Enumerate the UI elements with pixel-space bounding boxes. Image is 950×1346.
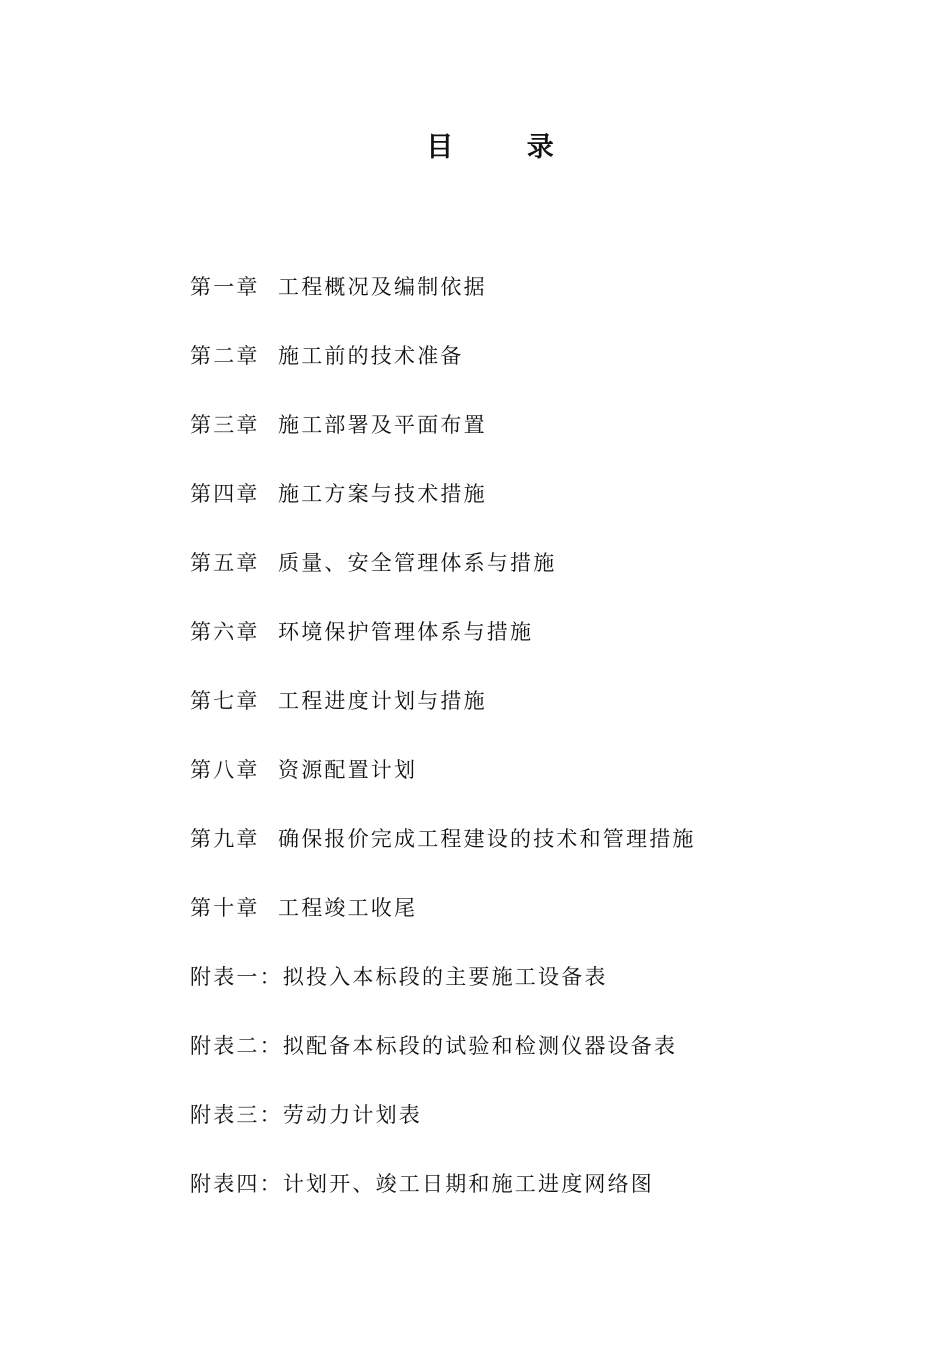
toc-appendix-3: [190, 1098, 890, 1167]
chapter-title: 施工方案与技术措施: [278, 482, 487, 506]
toc-chapter-10: [190, 891, 890, 960]
toc-appendix-4: [190, 1167, 890, 1236]
table-of-contents: [190, 270, 890, 1236]
chapter-number: 第十章: [190, 896, 260, 920]
appendix-title: 劳动力计划表: [282, 1103, 423, 1127]
appendix-title: 计划开、竣工日期和施工进度网络图: [282, 1172, 655, 1196]
toc-chapter-9: [190, 822, 890, 891]
toc-chapter-4: [190, 477, 890, 546]
chapter-number: 第九章: [190, 827, 260, 851]
toc-appendix-1: [190, 960, 890, 1029]
chapter-number: 第七章: [190, 689, 260, 713]
chapter-number: 第六章: [190, 620, 260, 644]
appendix-number: 附表三：: [190, 1103, 283, 1127]
toc-chapter-7: [190, 684, 890, 753]
chapter-number: 第二章: [190, 344, 260, 368]
chapter-title: 资源配置计划: [278, 758, 418, 782]
chapter-number: 第四章: [190, 482, 260, 506]
toc-chapter-2: [190, 339, 890, 408]
chapter-title: 工程概况及编制依据: [278, 275, 487, 299]
page-title: 目 录: [426, 132, 586, 163]
toc-chapter-6: [190, 615, 890, 684]
chapter-number: 第一章: [190, 275, 260, 299]
chapter-title: 确保报价完成工程建设的技术和管理措施: [278, 827, 696, 851]
toc-chapter-1: [190, 270, 890, 339]
chapter-number: 第八章: [190, 758, 260, 782]
chapter-number: 第五章: [190, 551, 260, 575]
toc-appendix-2: [190, 1029, 890, 1098]
toc-chapter-3: [190, 408, 890, 477]
chapter-title: 施工前的技术准备: [278, 344, 464, 368]
chapter-title: 质量、安全管理体系与措施: [278, 551, 557, 575]
appendix-title: 拟配备本标段的试验和检测仪器设备表: [282, 1034, 678, 1058]
chapter-title: 施工部署及平面布置: [278, 413, 487, 437]
toc-chapter-8: [190, 753, 890, 822]
appendix-number: 附表二：: [190, 1034, 283, 1058]
chapter-title: 工程竣工收尾: [278, 896, 418, 920]
appendix-title: 拟投入本标段的主要施工设备表: [282, 965, 608, 989]
appendix-number: 附表四：: [190, 1172, 283, 1196]
toc-chapter-5: [190, 546, 890, 615]
appendix-number: 附表一：: [190, 965, 283, 989]
chapter-title: 环境保护管理体系与措施: [278, 620, 534, 644]
chapter-number: 第三章: [190, 413, 260, 437]
chapter-title: 工程进度计划与措施: [278, 689, 487, 713]
